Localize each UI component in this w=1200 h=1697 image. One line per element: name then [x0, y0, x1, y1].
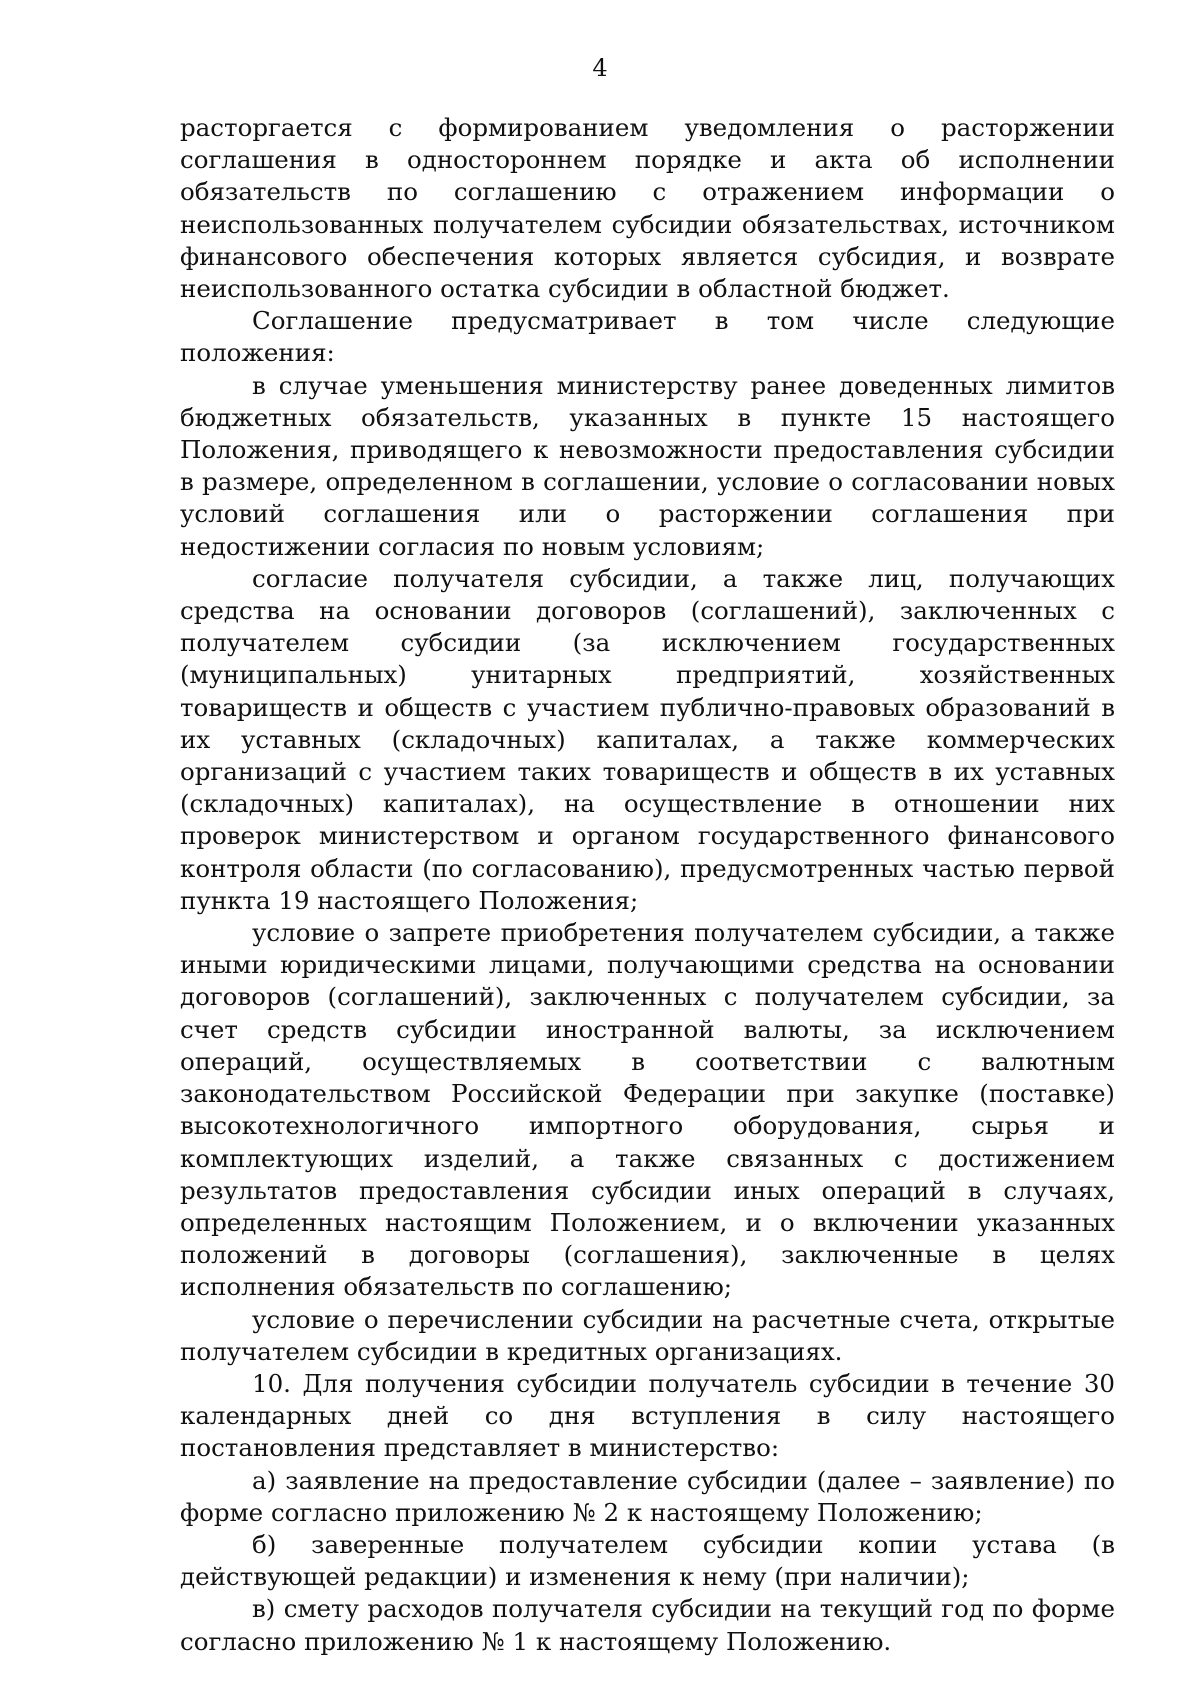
paragraph-agreement-provisions-intro: Соглашение предусматривает в том числе следующие положения:: [180, 306, 1115, 368]
document-body: [180, 112, 1115, 1658]
paragraph-termination-continuation: расторгается с формированием уведомления о расторжении соглашения в одностороннем порядке и акта об исполнении обязательств по соглашению с отражением информации о неиспользованных получателем субсидии обязательствах, источником финансового обеспечения которых является субсидия, и возврате неиспользованного остатка субсидии в областной бюджет.: [180, 113, 1115, 304]
page-number: 4: [592, 54, 608, 82]
paragraph-item-10b: б) заверенные получателем субсидии копии устава (в действующей редакции) и изменения к нему (при наличии);: [180, 1529, 1115, 1592]
paragraph-item-10v: в) смету расходов получателя субсидии на текущий год по форме согласно приложению № 1 к настоящему Положению.: [180, 1594, 1115, 1656]
paragraph-limits-reduction: в случае уменьшения министерству ранее доведенных лимитов бюджетных обязательств, указанных в пункте 15 настоящего Положения, приводящего к невозможности предоставления субсидии в размере, определенном в соглашении, условие о согласовании новых условий соглашения или о расторжении соглашения при недостижении согласия по новым условиям;: [180, 370, 1115, 561]
paragraph-item-10: 10. Для получения субсидии получатель субсидии в течение 30 календарных дней со дня вступления в силу настоящего постановления представляет в министерство:: [180, 1368, 1115, 1463]
paragraph-inspection-consent: согласие получателя субсидии, а также лиц, получающих средства на основании договоров (соглашений), заключенных с получателем субсидии (за исключением государственных (муниципальных) унитарных предприятий, хозяйственных товариществ и обществ с участием публично-правовых образований в их уставных (складочных) капиталах, а также коммерческих организаций с участием таких товариществ и обществ в их уставных (складочных) капиталах), на осуществление в отношении них проверок министерством и органом государственного финансового контроля области (по согласованию), предусмотренных частью первой пункта 19 настоящего Положения;: [180, 563, 1115, 915]
paragraph-item-10a: а) заявление на предоставление субсидии (далее – заявление) по форме согласно приложению № 2 к настоящему Положению;: [180, 1465, 1115, 1527]
paragraph-transfer-accounts: условие о перечислении субсидии на расчетные счета, открытые получателем субсидии в кредитных организациях.: [180, 1304, 1115, 1366]
paragraph-currency-prohibition: условие о запрете приобретения получателем субсидии, а также иными юридическими лицами, получающими средства на основании договоров (соглашений), заключенных с получателем субсидии, за счет средств субсидии иностранной валюты, за исключением операций, осуществляемых в соответствии с валютным законодательством Российской Федерации при закупке (поставке) высокотехнологичного импортного оборудования, сырья и комплектующих изделий, а также связанных с достижением результатов предоставления субсидии иных операций в случаях, определенных настоящим Положением, и о включении указанных положений в договоры (соглашения), заключенные в целях исполнения обязательств по соглашению;: [180, 918, 1115, 1302]
